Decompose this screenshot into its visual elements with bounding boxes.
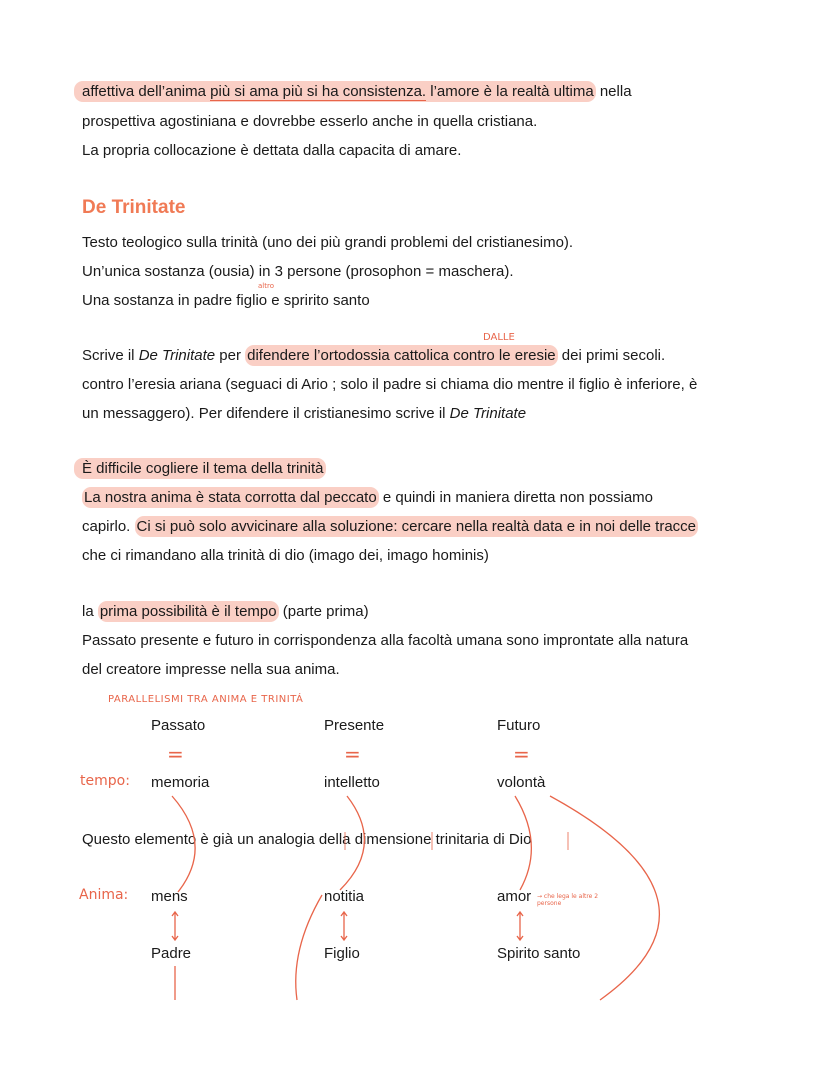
cell-figlio: Figlio — [324, 945, 360, 962]
paragraph-line: del creatore impresse nella sua anima. — [82, 661, 340, 678]
annotation-altro: altro — [258, 282, 274, 290]
cell-intelletto: intelletto — [324, 774, 380, 791]
annotation-anima: Anima: — [79, 887, 129, 903]
paragraph-line: È difficile cogliere il tema della trinità — [82, 459, 326, 479]
paragraph-line: La propria collocazione è dettata dalla capacita di amare. — [82, 142, 462, 159]
annotation-tempo: tempo: — [80, 773, 130, 789]
cell-futuro: Futuro — [497, 717, 541, 734]
arrow-line — [517, 912, 523, 940]
paragraph-line: un messaggero). Per difendere il cristianesimo scrive il De Trinitate — [82, 405, 527, 422]
paragraph-line: contro l’eresia ariana (seguaci di Ario ; solo il padre si chiama dio mentre il figlio è inferiore, è — [82, 376, 698, 393]
annotation-dalle: DALLE — [483, 332, 515, 343]
arrow-curve — [550, 796, 659, 1000]
paragraph-line: La nostra anima è stata corrotta dal peccato e quindi in maniera diretta non possiamo — [84, 489, 654, 506]
paragraph-line: la prima possibilità è il tempo (parte prima) — [82, 603, 369, 620]
paragraph-line: Una sostanza in padre figlio e spririto santo — [82, 292, 370, 309]
arrow-curve — [296, 895, 322, 1000]
cell-amor: amor — [497, 888, 532, 905]
cell-mens: mens — [151, 888, 188, 905]
cell-memoria: memoria — [151, 774, 210, 791]
paragraph-line: Questo elemento è già un analogia della dimensione trinitaria di Dio — [82, 831, 532, 848]
arrow-curve — [172, 796, 195, 892]
annotation-title: PARALLELISMI TRA ANIMA E TRINITÁ — [108, 694, 304, 705]
equals-mark: = — [344, 742, 361, 766]
paragraph-line: prospettiva agostiniana e dovrebbe esserlo anche in quella cristiana. — [82, 113, 538, 130]
arrow-line — [172, 912, 178, 940]
arrow-line — [341, 912, 347, 940]
annotation-amor-note: → che lega le altre 2 persone — [537, 893, 599, 907]
equals-mark: = — [167, 742, 184, 766]
cell-padre: Padre — [151, 945, 192, 962]
paragraph-line: affettiva dell’anima più si ama più si ha consistenza. l’amore è la realtà ultima nella — [82, 82, 632, 102]
cell-volonta: volontà — [497, 774, 546, 791]
section-heading: De Trinitate — [82, 197, 186, 218]
paragraph-line: Passato presente e futuro in corrispondenza alla facoltà umana sono improntate alla natura — [82, 632, 689, 649]
equals-mark: = — [513, 742, 530, 766]
paragraph-line: che ci rimandano alla trinità di dio (imago dei, imago hominis) — [82, 547, 489, 564]
cell-presente: Presente — [324, 717, 385, 734]
arrow-curve — [515, 796, 531, 890]
cell-spirito-santo: Spirito santo — [497, 945, 581, 962]
paragraph-line: Scrive il De Trinitate per difendere l’ortodossia cattolica contro le eresie dei primi secoli. — [82, 347, 666, 364]
divider-mark — [345, 832, 568, 850]
cell-passato: Passato — [151, 717, 206, 734]
cell-notitia: notitia — [324, 888, 365, 905]
arrow-curve — [340, 796, 364, 890]
paragraph-line: Testo teologico sulla trinità (uno dei più grandi problemi del cristianesimo). — [82, 234, 574, 251]
paragraph-line: capirlo. Ci si può solo avvicinare alla soluzione: cercare nella realtà data e in noi delle tracce — [82, 518, 697, 535]
paragraph-line: Un’unica sostanza (ousia) in 3 persone (prosophon = maschera). — [82, 263, 514, 280]
